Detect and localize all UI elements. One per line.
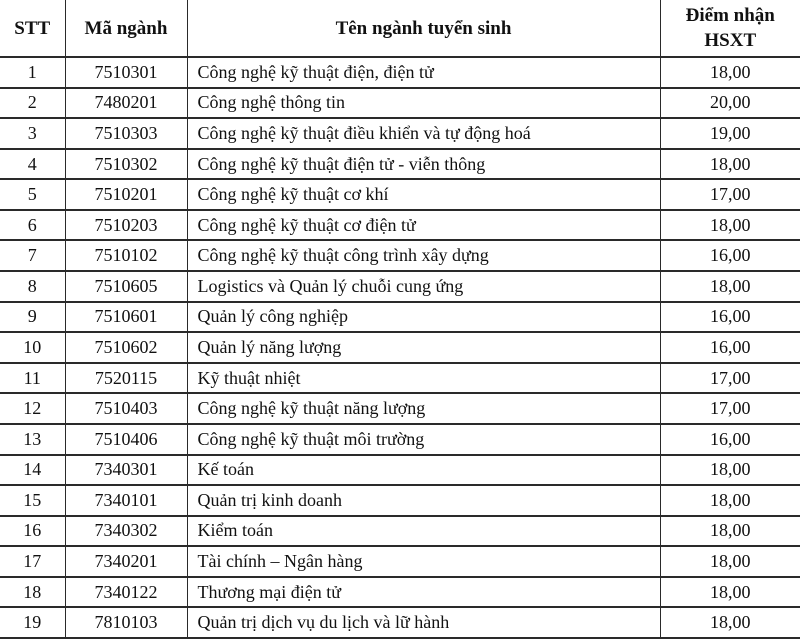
row-index-cell: 10 xyxy=(0,332,65,363)
admission-score-cell: 18,00 xyxy=(660,485,800,516)
admission-score-cell: 18,00 xyxy=(660,577,800,608)
row-index-cell: 18 xyxy=(0,577,65,608)
major-code-cell: 7480201 xyxy=(65,88,187,119)
table-row xyxy=(0,240,800,271)
major-code-cell: 7510201 xyxy=(65,179,187,210)
major-name-cell: Công nghệ kỹ thuật điện, điện tử xyxy=(187,57,660,88)
table-row xyxy=(0,88,800,119)
admission-score-cell: 16,00 xyxy=(660,332,800,363)
admission-score-cell: 18,00 xyxy=(660,607,800,638)
row-index-cell: 7 xyxy=(0,240,65,271)
admission-score-cell: 17,00 xyxy=(660,179,800,210)
major-name-cell: Kế toán xyxy=(187,455,660,486)
admission-score-cell: 17,00 xyxy=(660,393,800,424)
row-index-cell: 11 xyxy=(0,363,65,394)
row-index-cell: 16 xyxy=(0,516,65,547)
table-row xyxy=(0,516,800,547)
row-index-cell: 3 xyxy=(0,118,65,149)
major-name-cell: Công nghệ kỹ thuật cơ khí xyxy=(187,179,660,210)
table-row xyxy=(0,332,800,363)
admission-score-cell: 19,00 xyxy=(660,118,800,149)
row-index-cell: 8 xyxy=(0,271,65,302)
major-name-cell: Logistics và Quản lý chuỗi cung ứng xyxy=(187,271,660,302)
admission-score-cell: 18,00 xyxy=(660,455,800,486)
major-code-cell: 7510601 xyxy=(65,302,187,333)
admission-score-cell: 18,00 xyxy=(660,149,800,180)
major-code-cell: 7510605 xyxy=(65,271,187,302)
table-row xyxy=(0,149,800,180)
header-major-code: Mã ngành xyxy=(65,0,187,57)
admission-score-cell: 20,00 xyxy=(660,88,800,119)
major-name-cell: Công nghệ kỹ thuật cơ điện tử xyxy=(187,210,660,241)
major-name-cell: Công nghệ kỹ thuật điện tử - viễn thông xyxy=(187,149,660,180)
table-row xyxy=(0,118,800,149)
row-index-cell: 17 xyxy=(0,546,65,577)
major-name-cell: Quản trị kinh doanh xyxy=(187,485,660,516)
row-index-cell: 1 xyxy=(0,57,65,88)
row-index-cell: 14 xyxy=(0,455,65,486)
major-code-cell: 7510102 xyxy=(65,240,187,271)
table-row xyxy=(0,271,800,302)
major-code-cell: 7340122 xyxy=(65,577,187,608)
table-row xyxy=(0,546,800,577)
major-code-cell: 7510301 xyxy=(65,57,187,88)
row-index-cell: 12 xyxy=(0,393,65,424)
row-index-cell: 6 xyxy=(0,210,65,241)
table-body xyxy=(0,57,800,638)
table-row xyxy=(0,57,800,88)
row-index-cell: 9 xyxy=(0,302,65,333)
row-index-cell: 2 xyxy=(0,88,65,119)
major-name-cell: Tài chính – Ngân hàng xyxy=(187,546,660,577)
major-code-cell: 7510406 xyxy=(65,424,187,455)
table-row xyxy=(0,210,800,241)
row-index-cell: 4 xyxy=(0,149,65,180)
major-name-cell: Công nghệ kỹ thuật điều khiển và tự động hoá xyxy=(187,118,660,149)
major-code-cell: 7520115 xyxy=(65,363,187,394)
admission-score-cell: 18,00 xyxy=(660,271,800,302)
major-name-cell: Thương mại điện tử xyxy=(187,577,660,608)
major-code-cell: 7340201 xyxy=(65,546,187,577)
header-stt: STT xyxy=(0,0,65,57)
table-row xyxy=(0,455,800,486)
table-row xyxy=(0,393,800,424)
major-name-cell: Quản lý công nghiệp xyxy=(187,302,660,333)
table-row xyxy=(0,363,800,394)
admission-score-cell: 18,00 xyxy=(660,57,800,88)
admission-score-cell: 18,00 xyxy=(660,546,800,577)
major-name-cell: Công nghệ kỹ thuật công trình xây dựng xyxy=(187,240,660,271)
table-row xyxy=(0,607,800,638)
admission-score-cell: 16,00 xyxy=(660,302,800,333)
major-code-cell: 7510602 xyxy=(65,332,187,363)
admission-score-cell: 16,00 xyxy=(660,424,800,455)
table-row xyxy=(0,424,800,455)
admission-score-cell: 18,00 xyxy=(660,210,800,241)
major-name-cell: Công nghệ kỹ thuật môi trường xyxy=(187,424,660,455)
table-header xyxy=(0,0,800,57)
table-row xyxy=(0,577,800,608)
table-row xyxy=(0,302,800,333)
major-code-cell: 7340302 xyxy=(65,516,187,547)
major-name-cell: Quản lý năng lượng xyxy=(187,332,660,363)
admission-score-cell: 18,00 xyxy=(660,516,800,547)
header-admission-score: Điểm nhận HSXT xyxy=(660,0,800,57)
row-index-cell: 19 xyxy=(0,607,65,638)
admission-score-cell: 17,00 xyxy=(660,363,800,394)
major-name-cell: Kỹ thuật nhiệt xyxy=(187,363,660,394)
table-row xyxy=(0,485,800,516)
major-name-cell: Công nghệ thông tin xyxy=(187,88,660,119)
header-row xyxy=(0,0,800,57)
admission-score-cell: 16,00 xyxy=(660,240,800,271)
major-code-cell: 7340101 xyxy=(65,485,187,516)
major-code-cell: 7510302 xyxy=(65,149,187,180)
major-name-cell: Công nghệ kỹ thuật năng lượng xyxy=(187,393,660,424)
row-index-cell: 15 xyxy=(0,485,65,516)
header-major-name: Tên ngành tuyển sinh xyxy=(187,0,660,57)
major-name-cell: Kiểm toán xyxy=(187,516,660,547)
major-code-cell: 7510303 xyxy=(65,118,187,149)
major-name-cell: Quản trị dịch vụ du lịch và lữ hành xyxy=(187,607,660,638)
row-index-cell: 5 xyxy=(0,179,65,210)
major-code-cell: 7510203 xyxy=(65,210,187,241)
table-row xyxy=(0,179,800,210)
major-code-cell: 7810103 xyxy=(65,607,187,638)
major-code-cell: 7510403 xyxy=(65,393,187,424)
row-index-cell: 13 xyxy=(0,424,65,455)
major-code-cell: 7340301 xyxy=(65,455,187,486)
